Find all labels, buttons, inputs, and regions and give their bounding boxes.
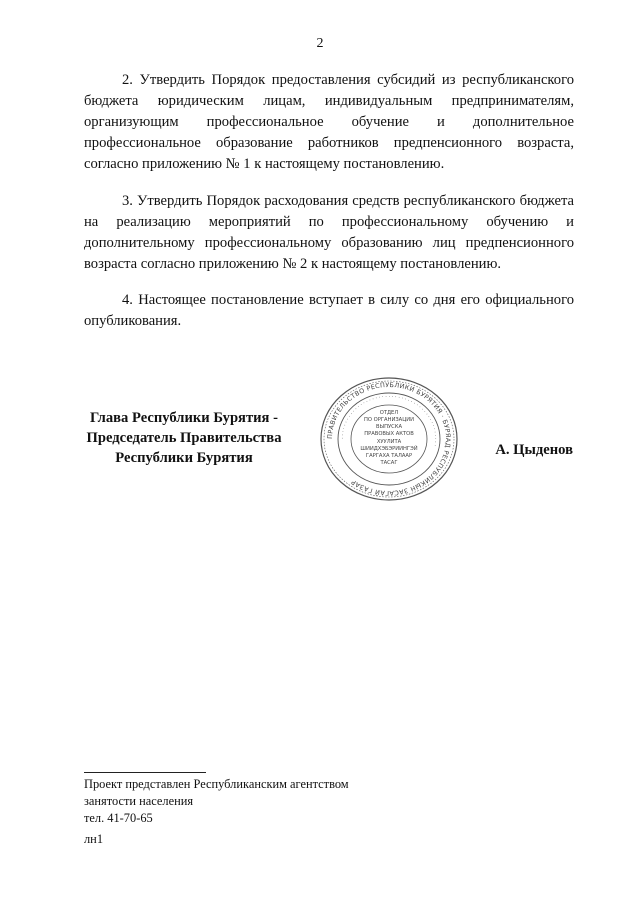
signatory-title-line-1: Глава Республики Бурятия - xyxy=(90,410,278,426)
svg-text:ПРАВОВЫХ АКТОВ: ПРАВОВЫХ АКТОВ xyxy=(364,431,414,437)
paragraph-item-3: 3. Утвердить Порядок расходования средств республиканского бюджета на реализацию мероприятий по профессиональному обучению и дополнительному профессиональному образованию лиц предпенсионного возраста согласно приложению № 2 к настоящему постановлению. xyxy=(84,193,574,272)
paragraph-item-4: 4. Настоящее постановление вступает в силу со дня его официального опубликования. xyxy=(84,292,574,329)
svg-text:ПО ОРГАНИЗАЦИИ: ПО ОРГАНИЗАЦИИ xyxy=(363,417,415,423)
svg-text:ШИИДХЭБЭРИИНГЭЙ: ШИИДХЭБЭРИИНГЭЙ xyxy=(360,446,418,452)
seal-outer-text: ПРАВИТЕЛЬСТВО РЕСПУБЛИКИ БУРЯТИЯ · БУРЯАД РЕСПУБЛИКЫН ЗАСАГАЙ ГАЗАР xyxy=(325,380,453,498)
signatory-title-line-2: Председатель Правительства xyxy=(86,430,282,446)
footnote-line-2: занятости населения xyxy=(84,794,194,808)
svg-text:ОТДЕЛ: ОТДЕЛ xyxy=(379,410,399,416)
footnote-divider xyxy=(84,772,206,773)
svg-text:ХУУЛИТА: ХУУЛИТА xyxy=(376,439,402,445)
footnote-code: лн1 xyxy=(84,832,104,846)
footnote-phone: тел. 41-70-65 xyxy=(84,811,153,825)
paragraph-item-2: 2. Утвердить Порядок предоставления субсидий из республиканского бюджета юридическим лицам, индивидуальным предпринимателям, организующим профессиональное обучение и дополнительное профессиональное образование работников предпенсионного возраста, согласно приложению № 1 к настоящему постановлению. xyxy=(84,72,574,172)
signatory-title-line-3: Республики Бурятия xyxy=(115,450,253,466)
svg-text:ВЫПУСКА: ВЫПУСКА xyxy=(375,424,403,430)
official-seal-stamp xyxy=(319,376,459,502)
seal-inner-ring-text: · · · · · · · · · · · · · · · · · · · · · · · · · · · · · · · · · · · · · · · · · · · · · xyxy=(339,393,439,447)
svg-text:ТАСАГ: ТАСАГ xyxy=(380,460,398,466)
svg-text:ГАРГАХА ТАЛААР: ГАРГАХА ТАЛААР xyxy=(365,453,413,459)
page-number: 2 xyxy=(316,36,324,51)
footnote-line-1: Проект представлен Республиканским агентством xyxy=(84,777,349,791)
signatory-title xyxy=(84,408,284,468)
signatory-name: А. Цыденов xyxy=(495,442,573,458)
